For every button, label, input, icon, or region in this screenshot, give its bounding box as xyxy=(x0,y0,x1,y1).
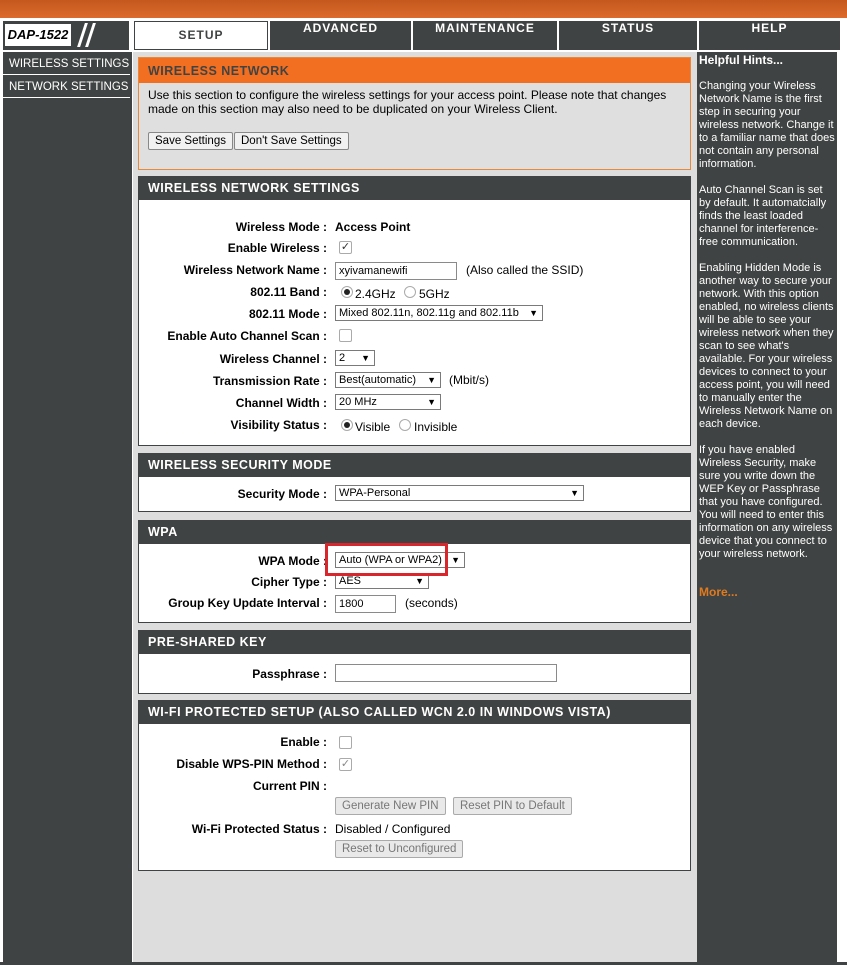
wireless-channel-label: Wireless Channel : xyxy=(219,352,327,366)
wps-enable-checkbox[interactable] xyxy=(339,736,352,749)
chevron-down-icon: ▼ xyxy=(415,576,424,586)
tab-advanced[interactable]: ADVANCED xyxy=(270,21,411,50)
channel-width-select[interactable] xyxy=(335,394,441,410)
band-5ghz-radio[interactable] xyxy=(404,286,416,298)
mode-80211-value: Mixed 802.11n, 802.11g and 802.11b xyxy=(339,307,519,319)
cipher-type-value: AES xyxy=(339,575,362,587)
wpa-section xyxy=(138,520,691,623)
auto-channel-label: Enable Auto Channel Scan : xyxy=(167,329,327,343)
invisible-radio[interactable] xyxy=(399,419,411,431)
mode-80211-select[interactable] xyxy=(335,305,543,321)
hint-paragraph: Enabling Hidden Mode is another way to secure your network. With this option enabled, no wireless clients will be able to see your wireless network when they scan to see what's available. For your wireless devices to connect to your access point, you will need to manually enter the Wireless Network Name on each device. xyxy=(699,262,834,430)
network-name-input[interactable]: xyivamanewifi xyxy=(335,262,457,280)
transmission-rate-label: Transmission Rate : xyxy=(212,374,327,388)
passphrase-input[interactable] xyxy=(335,664,557,682)
visible-label: Visible xyxy=(355,420,391,434)
sidebar-item-network-settings[interactable]: NETWORK SETTINGS xyxy=(3,75,130,98)
wps-status-value: Disabled / Configured xyxy=(335,822,451,836)
hint-paragraph: If you have enabled Wireless Security, make sure you write down the WEP Key or Passphrase that you have configured. You will need to enter this information on any wireless device that you connect to your wireless network. xyxy=(699,444,833,560)
hints-title: Helpful Hints... xyxy=(699,53,783,67)
sidebar xyxy=(3,52,132,965)
wps-section xyxy=(138,700,691,871)
visibility-label: Visibility Status : xyxy=(230,418,327,432)
highlight-box xyxy=(325,543,448,576)
band-24ghz-label: 2.4GHz xyxy=(355,287,396,301)
ssid-note: (Also called the SSID) xyxy=(466,263,584,277)
chevron-down-icon: ▼ xyxy=(451,555,460,565)
wireless-channel-value: 2 xyxy=(339,352,346,364)
network-name-label: Wireless Network Name : xyxy=(183,263,327,277)
model-name: DAP-1522 xyxy=(5,24,71,46)
intro-section xyxy=(138,57,691,170)
more-link[interactable]: More... xyxy=(699,585,738,599)
tab-status[interactable]: STATUS xyxy=(559,21,697,50)
top-banner xyxy=(0,0,847,18)
section-title: PRE-SHARED KEY xyxy=(139,631,690,654)
current-pin-label: Current PIN : xyxy=(252,779,327,793)
tab-help[interactable]: HELP xyxy=(699,21,840,50)
logo xyxy=(3,21,129,50)
dont-save-settings-button[interactable]: Don't Save Settings xyxy=(234,132,349,150)
mode-80211-label: 802.11 Mode : xyxy=(248,307,327,321)
cipher-type-label: Cipher Type : xyxy=(251,575,327,589)
disable-pin-label: Disable WPS-PIN Method : xyxy=(176,757,327,771)
invisible-label: Invisible xyxy=(414,420,458,434)
channel-width-label: Channel Width : xyxy=(235,396,327,410)
reset-pin-button[interactable]: Reset PIN to Default xyxy=(453,797,572,815)
chevron-down-icon: ▼ xyxy=(570,488,579,498)
top-navigation xyxy=(0,20,847,52)
band-label: 802.11 Band : xyxy=(250,285,327,299)
wps-status-label: Wi-Fi Protected Status : xyxy=(191,822,327,836)
hint-paragraph: Auto Channel Scan is set by default. It automatcially finds the least loaded channel for interference-free communication. xyxy=(699,184,827,248)
rate-unit: (Mbit/s) xyxy=(449,373,489,387)
main-content xyxy=(133,52,697,965)
generate-pin-button[interactable]: Generate New PIN xyxy=(335,797,446,815)
group-key-label: Group Key Update Interval : xyxy=(168,596,327,610)
tab-setup[interactable]: SETUP xyxy=(134,21,268,50)
auto-channel-checkbox[interactable] xyxy=(339,329,352,342)
wpa-mode-label: WPA Mode : xyxy=(258,554,327,568)
section-title: WIRELESS SECURITY MODE xyxy=(139,454,690,477)
wpa-mode-value: Auto (WPA or WPA2) xyxy=(339,554,442,566)
enable-wireless-label: Enable Wireless : xyxy=(227,241,327,255)
wireless-mode-label: Wireless Mode : xyxy=(235,220,327,234)
section-title: WPA xyxy=(139,521,690,544)
sidebar-item-wireless-settings[interactable]: WIRELESS SETTINGS xyxy=(3,52,130,75)
chevron-down-icon: ▼ xyxy=(361,353,370,363)
group-key-input[interactable]: 1800 xyxy=(335,595,396,613)
chevron-down-icon: ▼ xyxy=(427,375,436,385)
wireless-security-mode-section xyxy=(138,453,691,512)
wireless-mode-value: Access Point xyxy=(335,220,411,234)
wireless-network-settings-section xyxy=(138,176,691,446)
security-mode-select[interactable] xyxy=(335,485,584,501)
reset-unconfigured-button[interactable]: Reset to Unconfigured xyxy=(335,840,463,858)
transmission-rate-select[interactable] xyxy=(335,372,441,388)
wps-enable-label: Enable : xyxy=(280,735,327,749)
visible-radio[interactable] xyxy=(341,419,353,431)
helpful-hints-panel xyxy=(697,52,837,965)
band-5ghz-label: 5GHz xyxy=(419,287,450,301)
intro-text: Use this section to configure the wireless settings for your access point. Please note that changes made on this section may also need to be duplicated on your Wireless Client. xyxy=(148,88,667,116)
passphrase-label: Passphrase : xyxy=(252,667,327,681)
chevron-down-icon: ▼ xyxy=(427,397,436,407)
wireless-channel-select[interactable] xyxy=(335,350,375,366)
save-settings-button[interactable]: Save Settings xyxy=(148,132,233,150)
hint-paragraph: Changing your Wireless Network Name is the first step in securing your wireless network. Change it to a familiar name that does not contain any personal information. xyxy=(699,80,835,170)
security-mode-label: Security Mode : xyxy=(237,487,327,501)
section-title: WIRELESS NETWORK SETTINGS xyxy=(139,177,690,200)
pre-shared-key-section xyxy=(138,630,691,694)
security-mode-value: WPA-Personal xyxy=(339,487,411,499)
section-title: WI-FI PROTECTED SETUP (ALSO CALLED WCN 2.0 IN WINDOWS VISTA) xyxy=(139,701,690,724)
enable-wireless-checkbox[interactable]: ✓ xyxy=(340,241,351,253)
disable-pin-checkbox[interactable]: ✓ xyxy=(340,758,351,770)
section-title: WIRELESS NETWORK xyxy=(139,58,690,83)
band-24ghz-radio[interactable] xyxy=(341,286,353,298)
group-key-unit: (seconds) xyxy=(405,596,458,610)
transmission-rate-value: Best(automatic) xyxy=(339,374,417,386)
channel-width-value: 20 MHz xyxy=(339,396,377,408)
chevron-down-icon: ▼ xyxy=(529,308,538,318)
tab-maintenance[interactable]: MAINTENANCE xyxy=(413,21,557,50)
